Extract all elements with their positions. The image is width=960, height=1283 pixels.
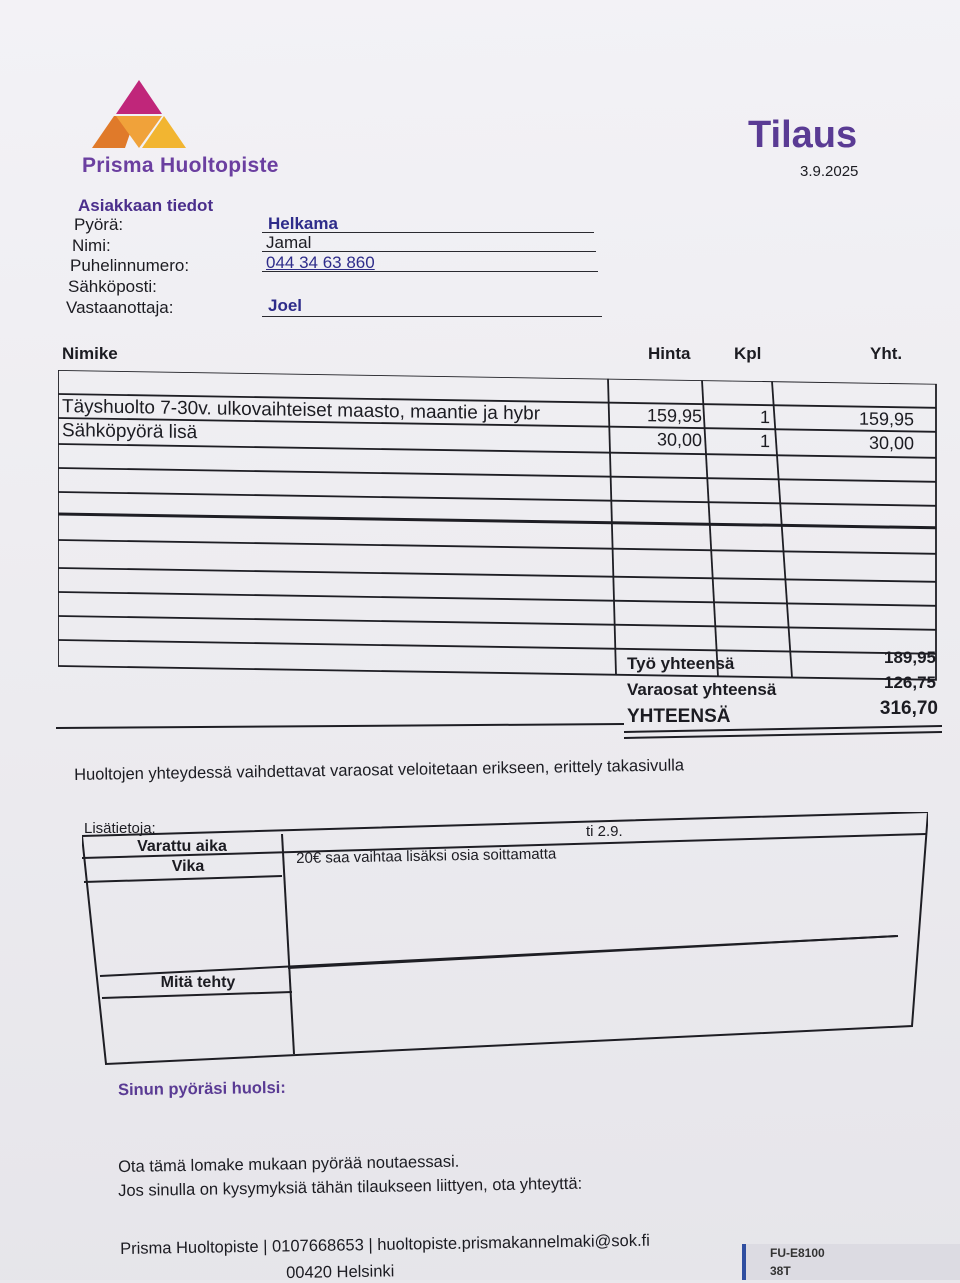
customer-section-heading: Asiakkaan tiedot xyxy=(78,196,214,215)
item-row-1-price: 159,95 xyxy=(646,405,702,427)
name-value: Jamal xyxy=(266,233,312,252)
prisma-logo-icon xyxy=(84,78,194,150)
name-line xyxy=(262,251,596,252)
footer-pickup-note: Ota tämä lomake mukaan pyörää noutaessasi. xyxy=(118,1152,460,1176)
phone-value: 044 34 63 860 xyxy=(266,253,375,272)
item-row-1-description: Täyshuolto 7-30v. ulkovaihteiset maasto, maantie ja hybr xyxy=(62,396,541,425)
serviced-by-heading: Sinun pyöräsi huolsi: xyxy=(117,1078,286,1100)
footer-questions-note: Jos sinulla on kysymyksiä tähän tilaukseen liittyen, ota yhteyttä: xyxy=(118,1174,583,1200)
parts-total-label: Varaosat yhteensä xyxy=(627,680,777,699)
grand-total-value: 316,70 xyxy=(879,698,938,719)
item-row-1-total: 159,95 xyxy=(858,408,914,430)
parts-notice: Huoltojen yhteydessä vaihdettavat varaosat veloitetaan erikseen, erittely takasivulla xyxy=(74,756,685,784)
document-title: Tilaus xyxy=(748,114,858,156)
labor-total-value: 189,95 xyxy=(884,648,936,667)
document-date: 3.9.2025 xyxy=(800,163,859,180)
fault-value: 20€ saa vaihtaa lisäksi osia soittamatta xyxy=(296,845,557,867)
grand-total-label: YHTEENSÄ xyxy=(627,706,731,727)
stub-size: 38T xyxy=(770,1264,791,1278)
column-header-item: Nimike xyxy=(62,344,118,363)
item-row-2-total: 30,00 xyxy=(868,432,914,454)
receiver-label: Vastaanottaja: xyxy=(66,298,174,317)
phone-line xyxy=(262,271,598,272)
extra-info-label: Lisätietoja: xyxy=(84,820,156,837)
email-label: Sähköposti: xyxy=(68,277,157,296)
column-header-qty: Kpl xyxy=(734,344,762,363)
name-label: Nimi: xyxy=(72,236,111,255)
label-stub xyxy=(742,1244,960,1280)
labor-total-label: Työ yhteensä xyxy=(627,654,735,673)
footer-contact: Prisma Huoltopiste | 0107668653 | huoltopiste.prismakannelmaki@sok.fi xyxy=(120,1231,650,1258)
fault-label: Vika xyxy=(171,858,205,875)
receiver-line xyxy=(262,316,602,317)
receiver-value: Joel xyxy=(268,296,303,315)
bike-line xyxy=(262,232,594,233)
work-done-label: Mitä tehty xyxy=(160,974,236,991)
bike-label: Pyörä: xyxy=(74,215,124,234)
bike-value: Helkama xyxy=(268,214,338,233)
totals-underlines xyxy=(56,700,946,744)
item-row-2-price: 30,00 xyxy=(656,429,702,451)
booked-time-label: Varattu aika xyxy=(137,838,227,855)
item-row-2-description: Sähköpyörä lisä xyxy=(62,420,198,444)
phone-label: Puhelinnumero: xyxy=(70,256,190,275)
parts-total-value: 126,75 xyxy=(884,673,936,692)
stub-code: FU-E8100 xyxy=(770,1246,825,1260)
items-table xyxy=(58,370,938,682)
column-header-price: Hinta xyxy=(648,344,691,363)
item-row-2-qty: 1 xyxy=(759,431,770,452)
item-row-1-qty: 1 xyxy=(759,407,770,428)
booked-time-value: ti 2.9. xyxy=(586,823,623,840)
brand-name: Prisma Huoltopiste xyxy=(82,154,279,177)
footer-address: 00420 Helsinki xyxy=(286,1262,395,1282)
column-header-total: Yht. xyxy=(870,344,903,363)
